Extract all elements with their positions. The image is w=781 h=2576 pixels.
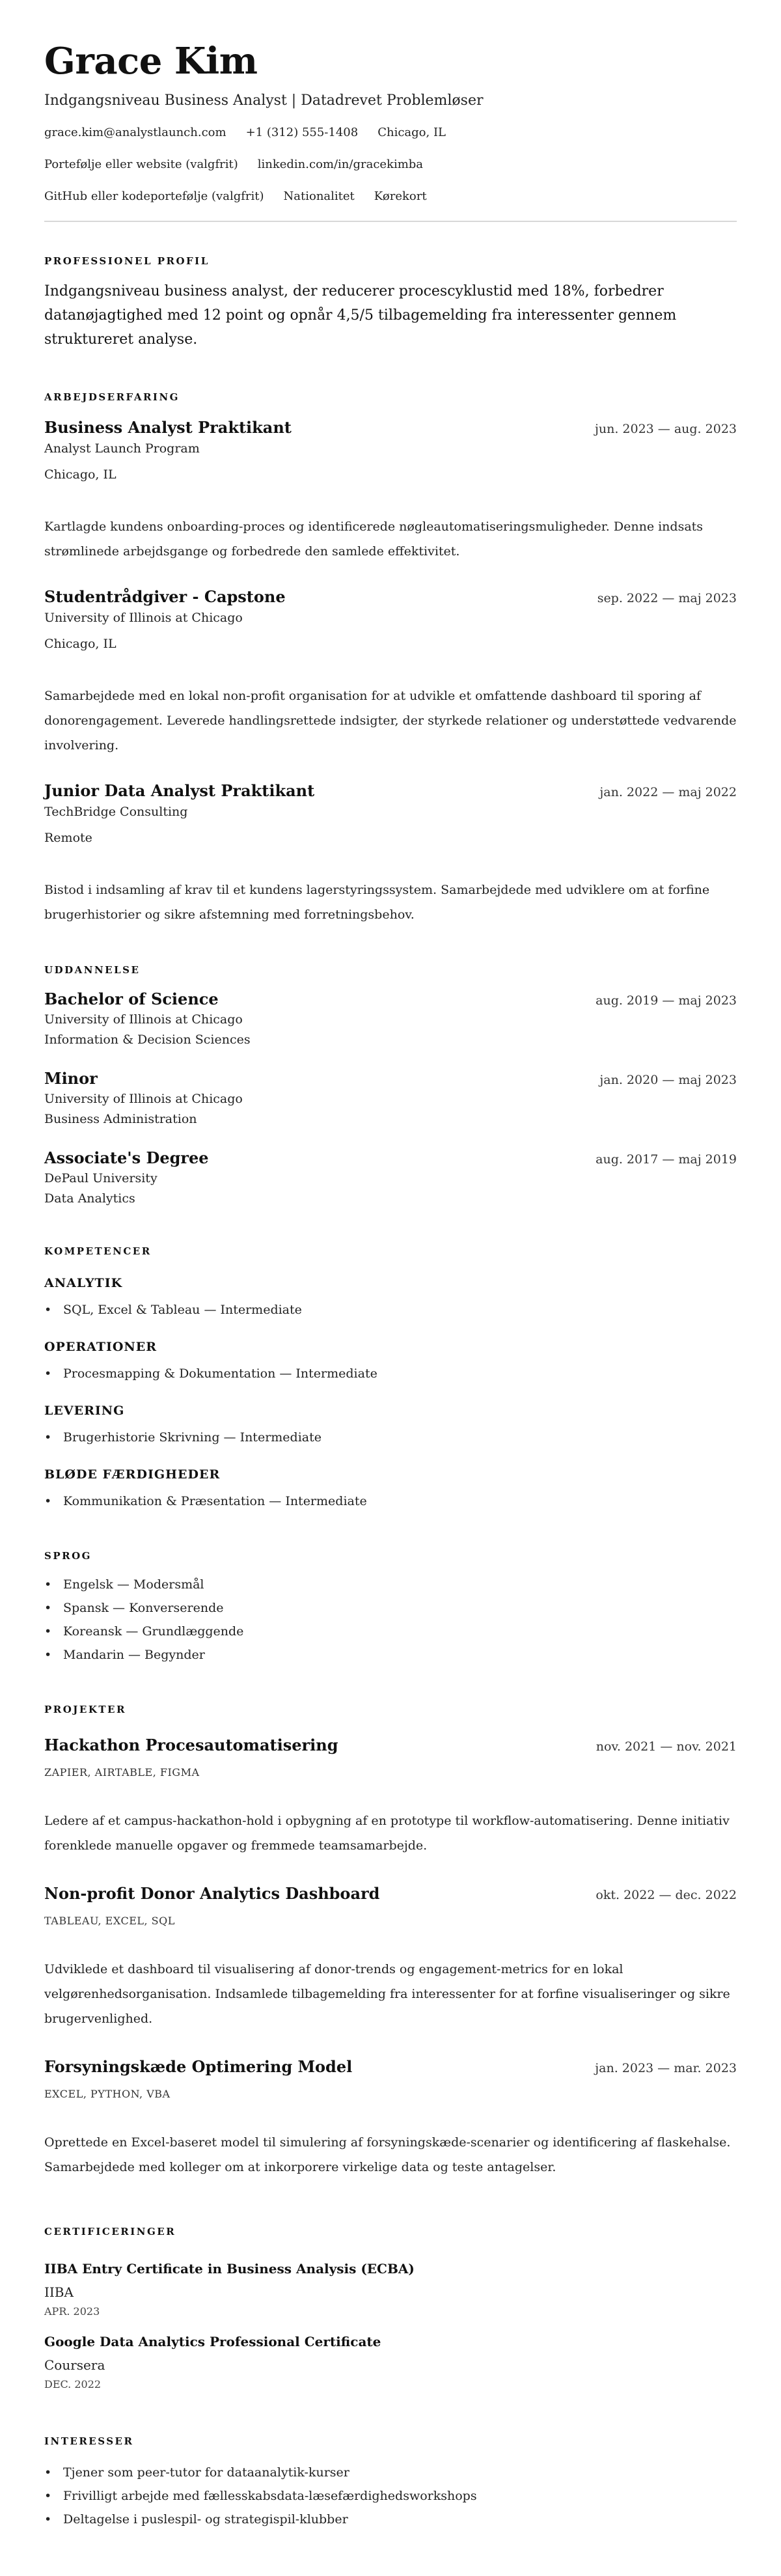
section-heading: ARBEJDSERFARING — [44, 391, 180, 403]
education-entry — [44, 1069, 737, 1128]
phone: +1 (312) 555-1408 — [245, 126, 359, 139]
interest-item: • Deltagelse i puslespil- og strategispil-klubber — [44, 2508, 737, 2531]
languages-section — [44, 1549, 737, 1667]
section-heading: CERTIFICERINGER — [44, 2226, 176, 2237]
school: University of Illinois at Chicago — [44, 1092, 243, 1106]
field-of-study: Data Analytics — [44, 1191, 135, 1206]
education-section — [44, 963, 737, 1207]
certification-issuer: IIBA — [44, 2284, 74, 2300]
language-item: • Spansk — Konverserende — [44, 1596, 737, 1620]
job-dates: sep. 2022 — maj 2023 — [597, 591, 737, 605]
project-description: Udviklede et dashboard til visualisering af donor-trends og engagement-metrics for en lokal velgørenhedsorganisation. Indsamlede tilbagemelding fra interessenter for at forfine visualiseringer og sikre brugervenlighed. — [44, 1962, 730, 2026]
education-dates: jan. 2020 — maj 2023 — [599, 1073, 737, 1087]
portfolio-link[interactable]: Portefølje eller website (valgfrit) — [44, 158, 238, 171]
project-entry — [44, 1884, 737, 2031]
certification-title: Google Data Analytics Professional Certificate — [44, 2334, 381, 2349]
interests-section — [44, 2435, 737, 2531]
project-tech: TABLEAU, EXCEL, SQL — [44, 1915, 175, 1927]
school: DePaul University — [44, 1171, 158, 1185]
section-heading: UDDANNELSE — [44, 964, 141, 976]
job-company: TechBridge Consulting — [44, 805, 188, 819]
profile-summary: Indgangsniveau business analyst, der reducerer procescyklustid med 18%, forbedrer datanøjagtighed med 12 point og opnår 4,5/5 tilbagemelding fra interessenter gennem struktureret analyse. — [44, 283, 677, 348]
project-tech: EXCEL, PYTHON, VBA — [44, 2088, 171, 2100]
field-of-study: Business Administration — [44, 1112, 197, 1126]
project-entry — [44, 2057, 737, 2180]
job-entry — [44, 418, 737, 564]
skill-group — [44, 1466, 737, 1513]
certification-date: APR. 2023 — [44, 2305, 100, 2318]
certification-entry — [44, 2333, 737, 2392]
education-dates: aug. 2017 — maj 2019 — [596, 1152, 737, 1167]
skills-section — [44, 1245, 737, 1513]
interest-item: • Frivilligt arbejde med fællesskabsdata-læsefærdighedsworkshops — [44, 2484, 737, 2508]
job-title: Studentrådgiver - Capstone — [44, 587, 286, 606]
skill-group-name: BLØDE FÆRDIGHEDER — [44, 1467, 221, 1482]
project-entry — [44, 1736, 737, 1858]
certification-title: IIBA Entry Certificate in Business Analysis (ECBA) — [44, 2261, 415, 2277]
field-of-study: Information & Decision Sciences — [44, 1032, 251, 1047]
project-title: Non-profit Donor Analytics Dashboard — [44, 1884, 380, 1903]
skill-group-name: ANALYTIK — [44, 1276, 123, 1290]
certification-entry — [44, 2260, 737, 2319]
skill-group — [44, 1338, 737, 1385]
skill-item: • Brugerhistorie Skrivning — Intermediate — [44, 1426, 737, 1449]
skill-item: • SQL, Excel & Tableau — Intermediate — [44, 1298, 737, 1322]
contact-info — [44, 125, 737, 204]
school: University of Illinois at Chicago — [44, 1012, 243, 1027]
job-description: Bistod i indsamling af krav til et kundens lagerstyringssystem. Samarbejdede med udviklere om at forfine brugerhistorier og sikre afstemning med forretningsbehov. — [44, 883, 710, 922]
project-title: Hackathon Procesautomatisering — [44, 1736, 338, 1754]
candidate-name: Grace Kim — [44, 40, 258, 83]
projects-section — [44, 1703, 737, 2180]
job-dates: jun. 2023 — aug. 2023 — [594, 422, 737, 436]
certification-date: DEC. 2022 — [44, 2378, 102, 2390]
contact-row — [44, 189, 737, 204]
interest-item: • Tjener som peer-tutor for dataanalytik-kurser — [44, 2461, 737, 2484]
section-heading: KOMPETENCER — [44, 1245, 152, 1257]
language-item: • Koreansk — Grundlæggende — [44, 1620, 737, 1643]
degree: Associate's Degree — [44, 1148, 209, 1167]
job-location: Remote — [44, 831, 92, 845]
resume-header — [44, 40, 737, 204]
job-description: Kartlagde kundens onboarding-proces og identificerede nøgleautomatiseringsmuligheder. Denne indsats strømlinede arbejdsgange og forbedrede den samlede effektivitet. — [44, 519, 704, 559]
experience-section — [44, 391, 737, 927]
job-location: Chicago, IL — [44, 467, 116, 482]
job-title: Junior Data Analyst Praktikant — [44, 781, 315, 800]
language-item: • Engelsk — Modersmål — [44, 1573, 737, 1596]
project-dates: jan. 2023 — mar. 2023 — [595, 2061, 737, 2075]
education-entry — [44, 1148, 737, 1207]
section-heading: INTERESSER — [44, 2435, 134, 2447]
nationality: Nationalitet — [283, 189, 355, 203]
certification-issuer: Coursera — [44, 2357, 105, 2373]
certifications-section — [44, 2225, 737, 2392]
linkedin-link[interactable]: linkedin.com/in/gracekimba — [257, 158, 424, 171]
job-company: Analyst Launch Program — [44, 441, 200, 456]
skill-item: • Kommunikation & Præsentation — Intermediate — [44, 1489, 737, 1513]
project-tech: ZAPIER, AIRTABLE, FIGMA — [44, 1766, 200, 1779]
job-title: Business Analyst Praktikant — [44, 418, 292, 437]
skill-group-name: OPERATIONER — [44, 1340, 158, 1354]
profile-section — [44, 255, 737, 352]
job-company: University of Illinois at Chicago — [44, 611, 243, 625]
job-location: Chicago, IL — [44, 637, 116, 651]
email[interactable]: grace.kim@analystlaunch.com — [44, 126, 226, 139]
education-entry — [44, 990, 737, 1048]
github-link[interactable]: GitHub eller kodeportefølje (valgfrit) — [44, 189, 264, 203]
skill-group — [44, 1402, 737, 1449]
education-dates: aug. 2019 — maj 2023 — [596, 993, 737, 1008]
section-heading: PROJEKTER — [44, 1704, 126, 1715]
section-heading: SPROG — [44, 1550, 92, 1562]
location: Chicago, IL — [377, 126, 446, 139]
language-item: • Mandarin — Begynder — [44, 1643, 737, 1667]
job-dates: jan. 2022 — maj 2022 — [599, 785, 737, 799]
section-heading: PROFESSIONEL PROFIL — [44, 255, 210, 267]
candidate-headline: Indgangsniveau Business Analyst | Datadrevet Problemløser — [44, 92, 484, 109]
drivers-license: Kørekort — [374, 189, 427, 203]
project-dates: nov. 2021 — nov. 2021 — [596, 1739, 737, 1754]
contact-row — [44, 157, 737, 173]
degree: Bachelor of Science — [44, 990, 219, 1008]
skill-group — [44, 1275, 737, 1322]
job-entry — [44, 587, 737, 758]
job-description: Samarbejdede med en lokal non-profit organisation for at udvikle et omfattende dashboard til sporing af donorengagement. Leverede handlingsrettede indsigter, der styrkede relationer og understøttede vedvarende involvering. — [44, 689, 737, 753]
job-entry — [44, 781, 737, 927]
project-description: Ledere af et campus-hackathon-hold i opbygning af en prototype til workflow-automatisering. Denne initiativ forenklede manuelle opgaver og fremmede teamsamarbejde. — [44, 1814, 730, 1853]
project-description: Oprettede en Excel-baseret model til simulering af forsyningskæde-scenarier og identificering af flaskehalse. Samarbejdede med kolleger om at inkorporere virkelige data og teste antagelser. — [44, 2135, 731, 2174]
header-divider — [44, 221, 737, 222]
skill-group-name: LEVERING — [44, 1404, 125, 1418]
degree: Minor — [44, 1069, 98, 1088]
contact-row — [44, 125, 737, 141]
project-dates: okt. 2022 — dec. 2022 — [596, 1888, 737, 1902]
project-title: Forsyningskæde Optimering Model — [44, 2057, 353, 2076]
skill-item: • Procesmapping & Dokumentation — Intermediate — [44, 1362, 737, 1385]
